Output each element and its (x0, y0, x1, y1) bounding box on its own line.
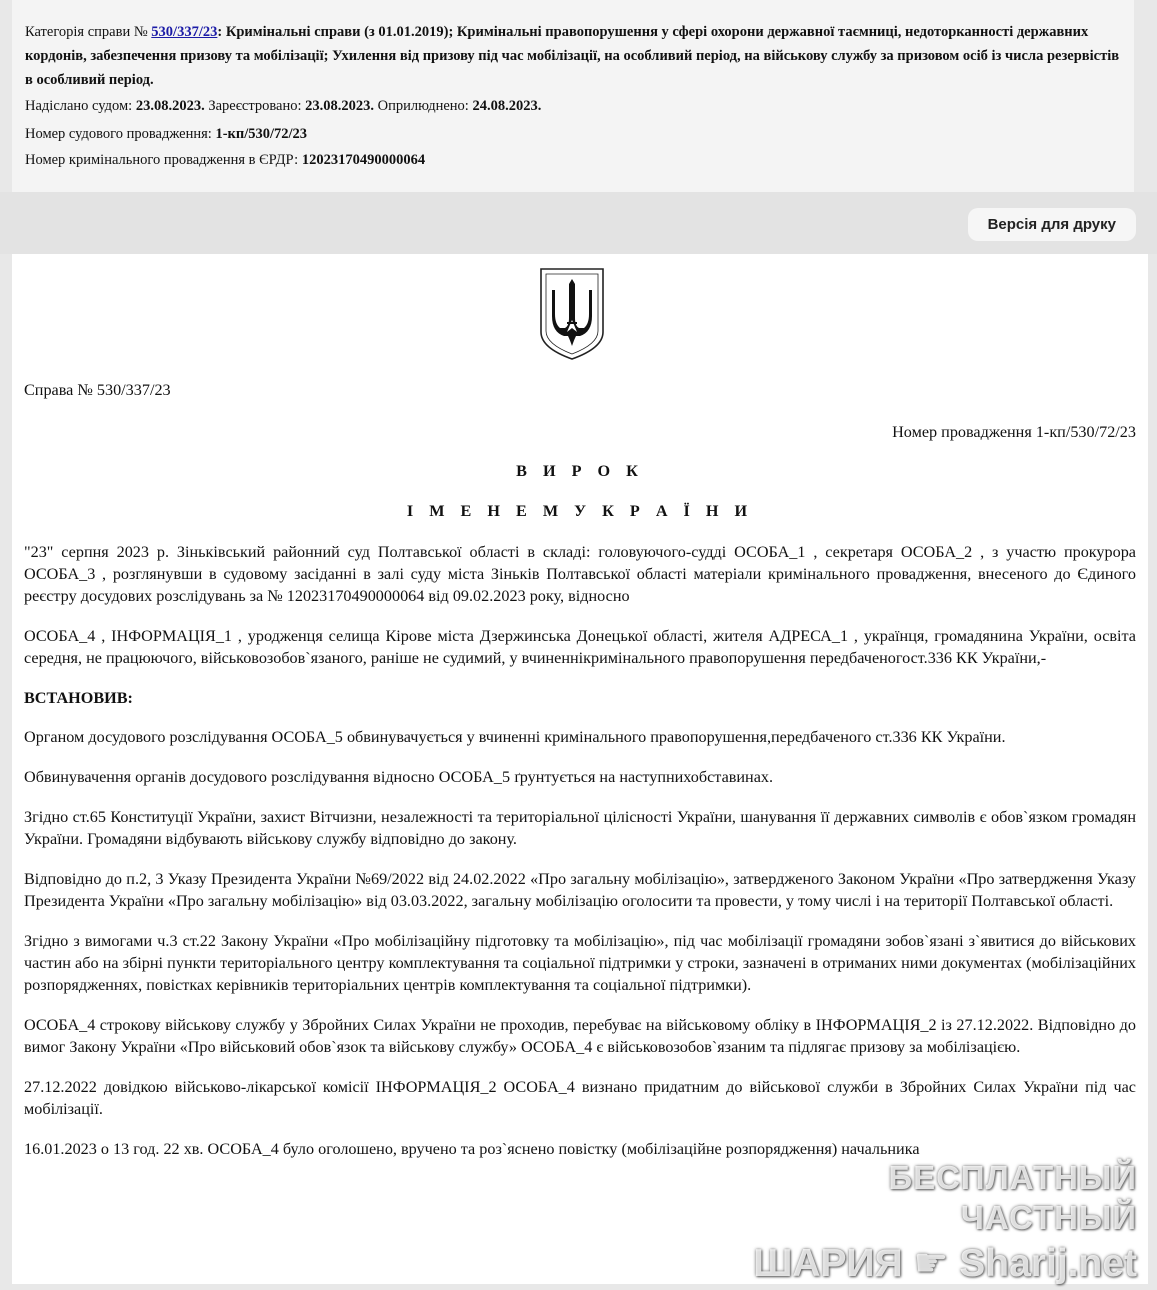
court-proceeding-number: Номер судового провадження: 1-кп/530/72/23 (25, 126, 308, 142)
paragraph: Згідно ст.65 Конституції України, захист Вітчизни, незалежності та територіальної цілісності України, шанування її державних символів є обов`язком громадян України. Громадяни відбувають військову службу відповідно до закону. (24, 808, 1136, 848)
paragraph: Обвинувачення органів досудового розслідування відносно ОСОБА_5 ґрунтується на наступнихобставинах. (24, 768, 774, 786)
verdict-title: В И Р О К (516, 462, 644, 480)
paragraph: "23" серпня 2023 р. Зіньківський районний суд Полтавської області в складі: головуючого-судді ОСОБА_1 , секретаря ОСОБА_2 , з участю прокурора ОСОБА_3 , розглянувши в судовому засіданні в залі суду міста Зіньків Полтавської області матеріали кримінального провадження, внесеного до Єдиного реєстру досудових розслідувань за № 12023170490000064 від 09.02.2023 року, відносно (24, 543, 1136, 605)
paragraph: 16.01.2023 о 13 год. 22 хв. ОСОБА_4 було оголошено, вручено та роз`яснено повістку (мобілізаційне розпорядження) начальника (24, 1140, 920, 1158)
paragraph: 27.12.2022 довідкою військово-лікарської комісії ІНФОРМАЦІЯ_2 ОСОБА_4 визнано придатним до військової служби в Збройних Силах України під час мобілізації. (24, 1078, 1136, 1118)
registered-date: 23.08.2023. (305, 98, 375, 114)
verdict-body (24, 541, 1136, 1178)
toolbar (0, 192, 1157, 254)
case-category: Категорія справи № 530/337/23: Кримінальні справи (з 01.01.2019); Кримінальні правопорушення у сфері охорони державної таємниці, недоторканності державних кордонів, забезпечення призову та мобілізації; Ухилення від призову під час мобілізації, на особливий період, на військову службу за призовом осіб із числа резервістів в особливий період. (25, 24, 1120, 88)
paragraph: ОСОБА_4 строкову військову службу у Збройних Силах України не проходив, перебуває на військовому обліку в ІНФОРМАЦІЯ_2 із 27.12.2022. Відповідно до вимог Закону України «Про військовий обов`язок та військову службу» ОСОБА_4 є військовозобов`язаним та підлягає призову за мобілізацією. (24, 1016, 1136, 1056)
erdr-number: Номер кримінального провадження в ЄРДР: 12023170490000064 (25, 152, 426, 168)
document-page (12, 254, 1148, 1284)
case-dates: Надіслано судом: 23.08.2023. Зареєстровано: 23.08.2023. Оприлюднено: 24.08.2023. (25, 98, 542, 114)
tryzub-icon (538, 266, 606, 362)
paragraph: Згідно з вимогами ч.3 ст.22 Закону України «Про мобілізаційну підготовку та мобілізацію», під час мобілізації громадяни зобов`язані з`явитися до військових частин або на збірні пункти територіального центру комплектування та соціальної підтримки у строки, зазначені в отриманих ними документах (мобілізаційних розпорядженнях, повістках керівників територіальних центрів комплектування та соціальної підтримки). (24, 932, 1136, 994)
paragraph: Відповідно до п.2, 3 Указу Президента України №69/2022 від 24.02.2022 «Про загальну мобілізацію», затвердженого Законом України «Про затвердження Указу Президента України «Про загальну мобілізацію» від 03.03.2022, загальну мобілізацію оголосити та провести, у тому числі і на території Полтавської області. (24, 870, 1136, 910)
in-name-of-ukraine-title: І М Е Н Е М У К Р А Ї Н И (406, 502, 754, 520)
section-heading: ВСТАНОВИВ: (24, 689, 133, 707)
watermark-line1: БЕСПЛАТНЫЙ ЧАСТНЫЙ (888, 1159, 1137, 1236)
case-number-link[interactable]: 530/337/23 (151, 24, 218, 40)
published-date: 24.08.2023. (472, 98, 542, 114)
proceeding-number: Номер провадження 1-кп/530/72/23 (892, 423, 1136, 441)
watermark-line2: ШАРИЯ ☛ Sharij.net (753, 1242, 1137, 1285)
sent-date: 23.08.2023. (135, 98, 205, 114)
case-metadata-panel (12, 0, 1134, 192)
print-version-button[interactable]: Версія для друку (968, 208, 1136, 241)
paragraph: ОСОБА_4 , ІНФОРМАЦІЯ_1 , уродженця селища Кірове міста Дзержинська Донецької області, жителя АДРЕСА_1 , українця, громадянина України, освіта середня, не працюючого, військовозобов`язаного, раніше не судимий, у вчиненнікримінального правопорушення передбаченогост.336 КК України,- (24, 627, 1136, 667)
paragraph: Органом досудового розслідування ОСОБА_5 обвинувачується у вчиненні кримінального правопорушення,передбаченого ст.336 КК України. (24, 728, 1006, 746)
pointing-hand-icon: ☛ (913, 1242, 949, 1285)
case-number: Справа № 530/337/23 (24, 381, 171, 399)
category-text: : Кримінальні справи (з 01.01.2019); Кримінальні правопорушення у сфері охорони державної таємниці, недоторканності державних кордонів, забезпечення призову та мобілізації; Ухилення від призову під час мобілізації, на особливий період, на військову службу за призовом осіб із числа резервістів в особливий період. (25, 24, 1120, 88)
